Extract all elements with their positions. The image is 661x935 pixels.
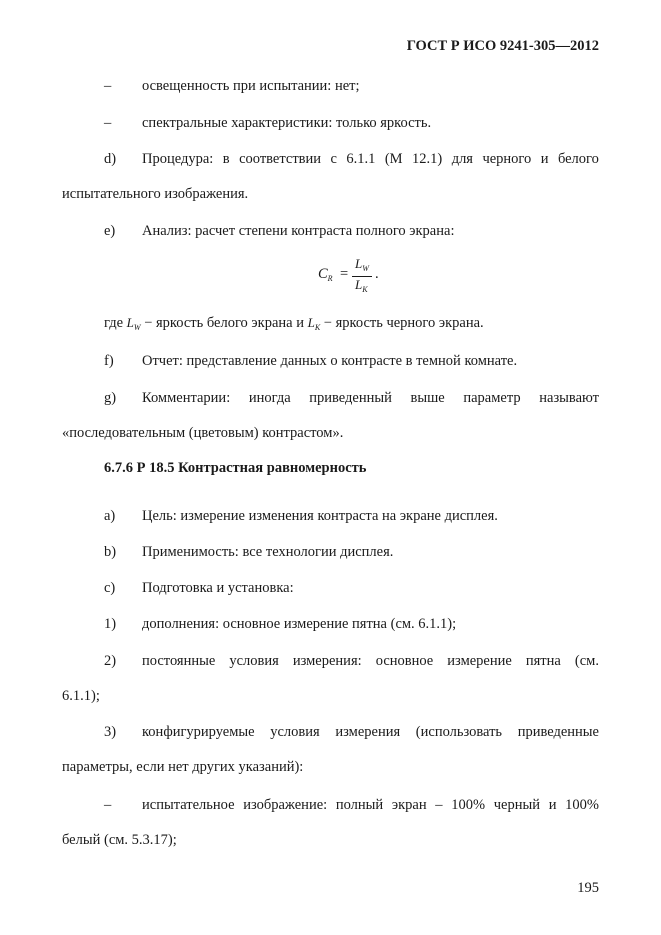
list-marker: 1) bbox=[104, 616, 117, 632]
where-line: где $L_W$ − яркость белого экрана и $L_K$ − яркость черного экрана. bbox=[104, 315, 484, 332]
formula-lhs: $C_R$ bbox=[318, 266, 333, 283]
list-marker: – bbox=[104, 797, 112, 813]
list-marker: 2) bbox=[104, 653, 117, 669]
constant-conditions-line: постоянные условия измерения: основное измерение пятна (см. bbox=[142, 653, 599, 669]
list-marker: a) bbox=[104, 508, 116, 524]
list-marker: – bbox=[104, 78, 112, 94]
comments-continuation: «последовательным (цветовым) контрастом». bbox=[62, 425, 344, 441]
list-marker: d) bbox=[104, 151, 117, 167]
list-marker: b) bbox=[104, 544, 117, 560]
report-text: Отчет: представление данных о контрасте в темной комнате. bbox=[142, 353, 518, 369]
procedure-line: Процедура: в соответствии с 6.1.1 (М 12.1) для черного и белого bbox=[142, 151, 599, 167]
procedure-continuation: испытательного изображения. bbox=[62, 186, 249, 202]
comments-line: Комментарии: иногда приведенный выше параметр называют bbox=[142, 390, 599, 406]
constant-conditions-continuation: 6.1.1); bbox=[62, 688, 100, 704]
symbol-lw: $L_W$ bbox=[126, 315, 141, 332]
list-marker: e) bbox=[104, 223, 116, 239]
goal-text: Цель: измерение изменения контраста на экране дисплея. bbox=[142, 508, 498, 524]
list-marker: c) bbox=[104, 580, 116, 596]
list-marker: 3) bbox=[104, 724, 117, 740]
configurable-conditions-line: конфигурируемые условия измерения (использовать приведенные bbox=[142, 724, 599, 740]
setup-text: Подготовка и установка: bbox=[142, 580, 294, 596]
list-item-text: освещенность при испытании: нет; bbox=[142, 78, 360, 94]
formula-equals: = bbox=[340, 266, 349, 282]
formula-numerator: $L_W$ bbox=[355, 256, 369, 273]
analysis-text: Анализ: расчет степени контраста полного экрана: bbox=[142, 223, 455, 239]
list-marker: f) bbox=[104, 353, 114, 369]
applicability-text: Применимость: все технологии дисплея. bbox=[142, 544, 394, 560]
formula-end: . bbox=[375, 266, 379, 282]
list-marker: g) bbox=[104, 390, 117, 406]
page-number: 195 bbox=[577, 880, 599, 896]
list-item-text: спектральные характеристики: только яркость. bbox=[142, 115, 432, 131]
document-header: ГОСТ Р ИСО 9241-305—2012 bbox=[406, 38, 599, 54]
section-heading: 6.7.6 Р 18.5 Контрастная равномерность bbox=[104, 460, 367, 476]
test-image-continuation: белый (см. 5.3.17); bbox=[62, 832, 177, 848]
list-marker: – bbox=[104, 115, 112, 131]
test-image-line: испытательное изображение: полный экран – 100% черный и 100% bbox=[142, 797, 599, 813]
formula-denominator: $L_K$ bbox=[355, 277, 368, 294]
additions-text: дополнения: основное измерение пятна (см. 6.1.1); bbox=[142, 616, 457, 632]
contrast-formula bbox=[318, 256, 398, 296]
configurable-conditions-continuation: параметры, если нет других указаний): bbox=[62, 759, 304, 775]
symbol-lk: $L_K$ bbox=[307, 315, 321, 332]
